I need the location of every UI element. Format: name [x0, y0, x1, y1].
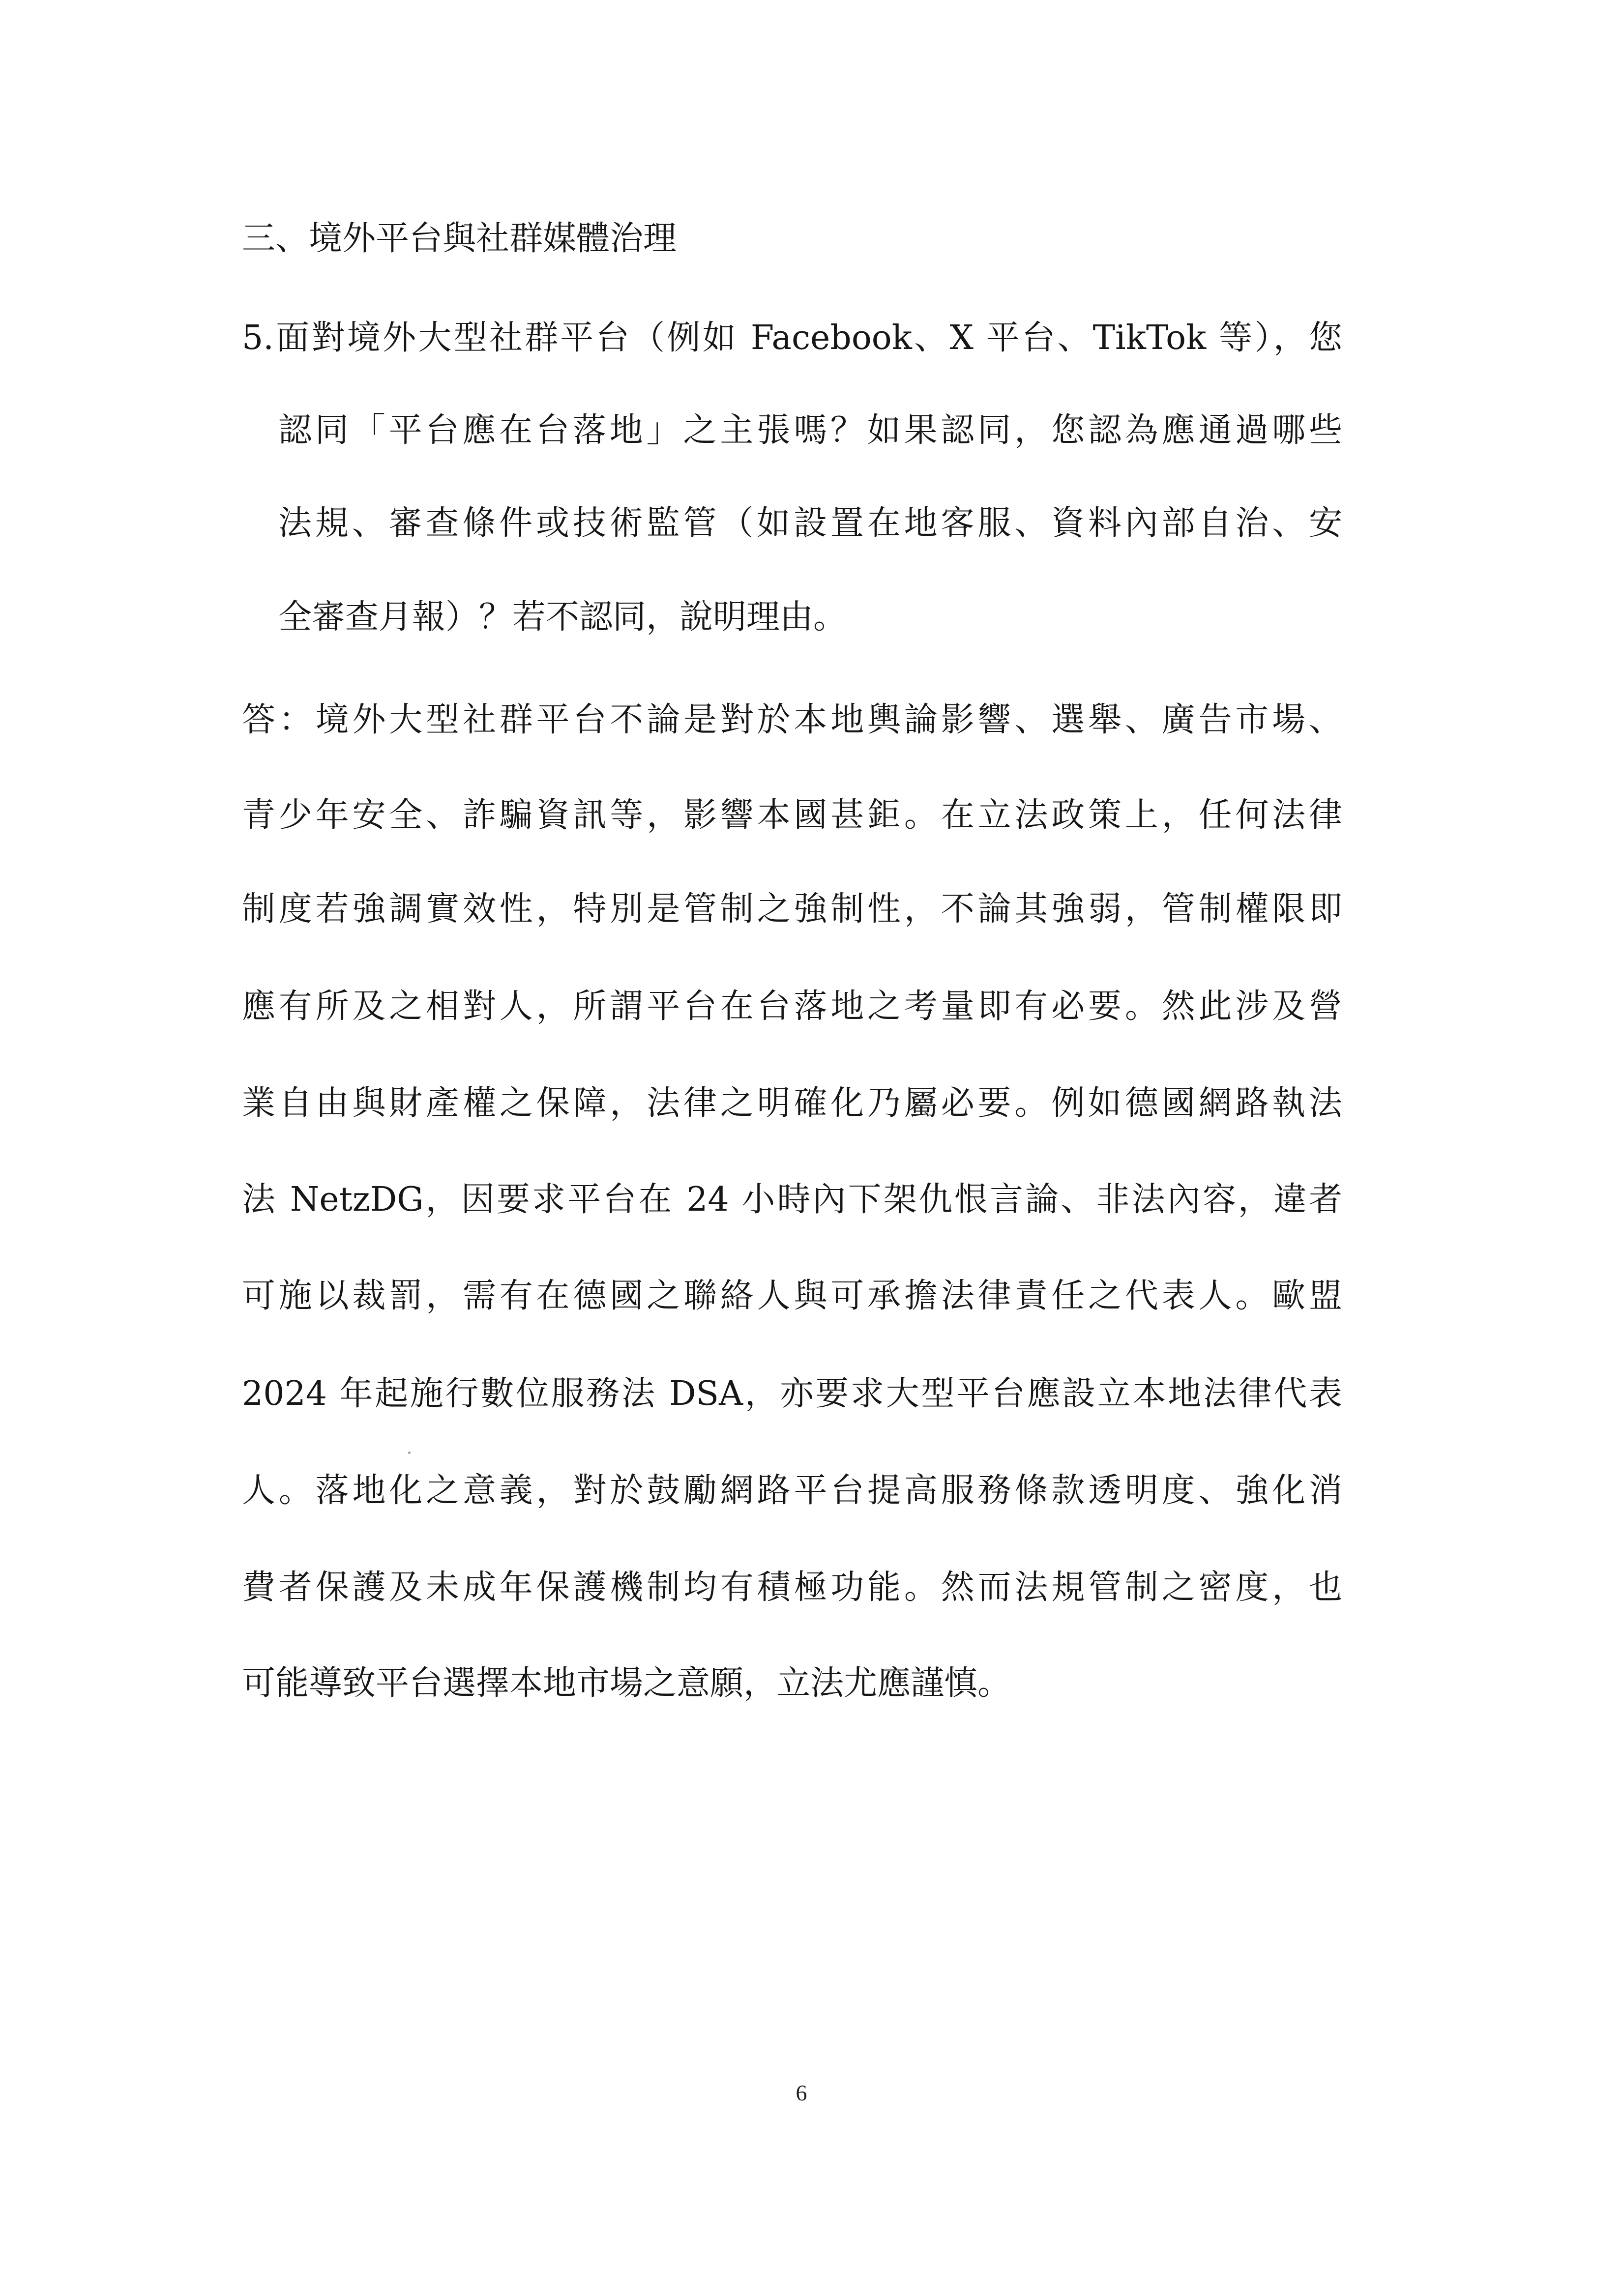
- answer-line-2: 青少年安全、詐騙資訊等，影響本國甚鉅。在立法政策上，任何法律: [242, 796, 1342, 835]
- answer-line-5: 業自由與財產權之保障，法律之明確化乃屬必要。例如德國網路執法: [242, 1084, 1342, 1123]
- page-number: 6: [796, 2080, 807, 2105]
- answer-line-3: 制度若強調實效性，特別是管制之強制性，不論其強弱，管制權限即: [242, 890, 1342, 929]
- answer-line-7: 可施以裁罰，需有在德國之聯絡人與可承擔法律責任之代表人。歐盟: [242, 1277, 1342, 1315]
- question-line-1: 5.面對境外大型社群平台（例如 Facebook、X 平台、TikTok 等），您: [242, 319, 1342, 357]
- question-line-3: 法規、審查條件或技術監管（如設置在地客服、資料內部自治、安: [278, 504, 1342, 543]
- answer-line-1: 答：境外大型社群平台不論是對於本地輿論影響、選舉、廣告市場、: [242, 700, 1342, 739]
- scan-speck: [408, 1452, 411, 1454]
- answer-line-10: 費者保護及未成年保護機制均有積極功能。然而法規管制之密度，也: [242, 1568, 1342, 1607]
- answer-line-4: 應有所及之相對人，所謂平台在台落地之考量即有必要。然此涉及營: [242, 987, 1342, 1026]
- question-line-4: 全審查月報）？若不認同，說明理由。: [278, 598, 847, 637]
- answer-line-8: 2024 年起施行數位服務法 DSA，亦要求大型平台應設立本地法律代表: [242, 1374, 1342, 1413]
- question-line-2: 認同「平台應在台落地」之主張嗎？如果認同，您認為應通過哪些: [278, 411, 1342, 450]
- answer-line-9: 人。落地化之意義，對於鼓勵網路平台提高服務條款透明度、強化消: [242, 1471, 1342, 1510]
- answer-line-11: 可能導致平台選擇本地市場之意願，立法尤應謹慎。: [242, 1664, 1011, 1703]
- section-heading: 三、境外平台與社群媒體治理: [242, 219, 677, 258]
- answer-line-6: 法 NetzDG，因要求平台在 24 小時內下架仇恨言論、非法內容，違者: [242, 1180, 1342, 1219]
